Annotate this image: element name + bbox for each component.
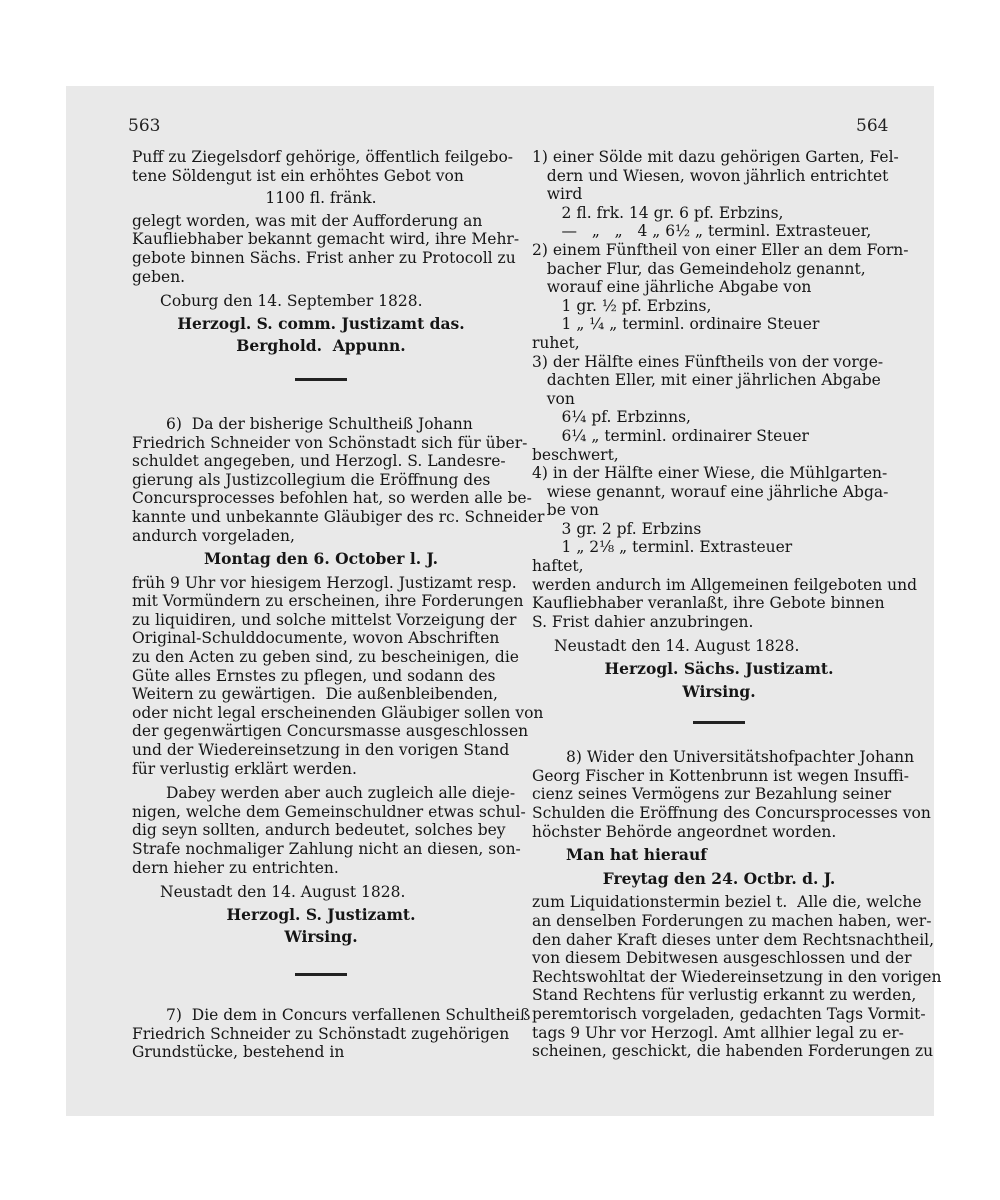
page-number-right: 564 (856, 116, 889, 136)
text-line: Weitern zu gewärtigen. Die außenbleibenden, (132, 685, 498, 704)
notice-date: Neustadt den 14. August 1828. (160, 883, 406, 902)
text-line: von diesem Debitwesen ausgeschlossen und der (532, 949, 912, 968)
notice-6 (132, 414, 545, 545)
text-line: Schulden die Eröffnung des Concursprocesses von (532, 804, 931, 822)
text-line: tags 9 Uhr vor Herzogl. Amt allhier legal zu er- (532, 1023, 904, 1042)
text-line: wiese genannt, worauf eine jährliche Abga- (532, 482, 889, 501)
notice-6-body (132, 573, 544, 779)
text-line: 6) Da der bisherige Schultheiß Johann (166, 414, 473, 433)
text-line: schuldet angegeben, und Herzogl. S. Landesre- (132, 452, 506, 471)
text-line: wird (532, 185, 583, 204)
text-line: Concursprocesses befohlen hat, so werden alle be- (132, 489, 532, 508)
left-column (132, 148, 545, 1062)
text-line: Friedrich Schneider zu Schönstadt zugehörigen (132, 1024, 510, 1043)
notice-date: Coburg den 14. September 1828. (160, 292, 423, 311)
text-line: dern hieher zu entrichten. (132, 858, 339, 877)
text-line: gierung als Justizcollegium die Eröffnung des (132, 470, 491, 489)
text-line: Puff zu Ziegelsdorf gehörige, öffentlich feilgebo- (132, 148, 514, 166)
text-line: oder nicht legal erscheinenden Gläubiger sollen von (132, 703, 544, 722)
text-line: gelegt worden, was mit der Aufforderung an (132, 211, 483, 230)
text-line: bacher Flur, das Gemeindeholz genannt, (532, 259, 866, 278)
office-name: Herzogl. Sächs. Justizamt. (604, 659, 834, 679)
text-line: 1 gr. ½ pf. Erbzins, (532, 296, 712, 315)
text-line: Rechtswohltat der Wiedereinsetzung in den vorigen (532, 967, 942, 986)
text-line: haftet, (532, 557, 584, 576)
page-number-left: 563 (128, 116, 161, 136)
text-line: Strafe nochmaliger Zahlung nicht an diesen, son- (132, 840, 521, 858)
text-line: Original-Schulddocumente, wovon Abschriften (132, 629, 500, 648)
text-line: cienz seines Vermögens zur Bezahlung seiner (532, 785, 892, 804)
text-line: andurch vorgeladen, (132, 526, 295, 545)
notice-7 (132, 1005, 531, 1062)
text-line: 7) Die dem in Concurs verfallenen Schultheiß (166, 1005, 531, 1024)
text-line: peremtorisch vorgeladen, gedachten Tags Vormit- (532, 1004, 926, 1023)
text-line: 6¼ „ terminl. ordinairer Steuer (532, 426, 809, 445)
text-line: 4) in der Hälfte einer Wiese, die Mühlgarten- (532, 464, 888, 483)
notice-intro: Man hat hierauf (566, 845, 707, 865)
text-line: von (532, 389, 575, 408)
text-line: 2) einem Fünftheil von einer Eller an dem Forn- (532, 240, 909, 259)
bid-amount: 1100 fl. fränk. (265, 189, 377, 208)
signature: Berghold. Appunn. (236, 336, 406, 356)
text-line: dachten Eller, mit einer jährlichen Abgabe (532, 371, 881, 390)
notice-6-body-2 (132, 784, 526, 877)
notice-8-body (532, 893, 942, 1061)
text-line: 1) einer Sölde mit dazu gehörigen Garten, Fel- (532, 148, 899, 166)
date-heading: Freytag den 24. Octbr. d. J. (602, 868, 836, 888)
text-line: ruhet, (532, 333, 580, 352)
text-line: für verlustig erklärt werden. (132, 759, 357, 778)
text-line: zu liquidiren, und solche mittelst Vorzeigung der (132, 610, 517, 629)
text-line: 3 gr. 2 pf. Erbzins (532, 519, 702, 538)
text-line: und der Wiedereinsetzung in den vorigen Stand (132, 741, 510, 760)
text-line: Stand Rechtens für verlustig erkannt zu werden, (532, 986, 917, 1005)
text-line: der gegenwärtigen Concursmasse ausgeschlossen (132, 722, 529, 741)
text-line: an denselben Forderungen zu machen haben, wer- (532, 911, 932, 930)
text-line: nigen, welche dem Gemeinschuldner etwas schul- (132, 802, 526, 821)
text-line: werden andurch im Allgemeinen feilgeboten und (532, 575, 918, 594)
text-line: gebote binnen Sächs. Frist anher zu Protocoll zu (132, 248, 516, 267)
notice-5-lines (132, 148, 514, 185)
text-line: worauf eine jährliche Abgabe von (532, 278, 812, 297)
date-heading: Montag den 6. October l. J. (203, 549, 439, 569)
text-line: beschwert, (532, 445, 619, 464)
notice-7-continued (532, 148, 918, 631)
text-line: be von (532, 501, 599, 520)
text-line: 8) Wider den Universitätshofpachter Johann (566, 748, 915, 767)
text-line: 2 fl. frk. 14 gr. 6 pf. Erbzins, (532, 203, 784, 222)
office-name: Herzogl. S. Justizamt. (226, 904, 416, 924)
text-line: Dabey werden aber auch zugleich alle dieje- (166, 784, 516, 803)
notice-date: Neustadt den 14. August 1828. (554, 637, 800, 656)
text-line: 6¼ pf. Erbzinns, (532, 408, 691, 427)
text-line: mit Vormündern zu erscheinen, ihre Forderungen (132, 592, 524, 611)
text-line: tene Söldengut ist ein erhöhtes Gebot von (132, 166, 464, 185)
text-line: 1 „ ¼ „ terminl. ordinaire Steuer (532, 315, 820, 334)
signature: Wirsing. (682, 681, 756, 701)
text-line: geben. (132, 267, 186, 286)
office-name: Herzogl. S. comm. Justizamt das. (177, 313, 465, 333)
text-line: den daher Kraft dieses unter dem Rechtsnachtheil, (532, 930, 935, 949)
text-line: S. Frist dahier anzubringen. (532, 612, 754, 631)
text-line: — „ „ 4 „ 6½ „ terminl. Extrasteuer, (532, 222, 872, 241)
text-line: früh 9 Uhr vor hiesigem Herzogl. Justizamt resp. (132, 573, 517, 592)
text-line: zu den Acten zu geben sind, zu bescheinigen, die (132, 648, 519, 667)
signature: Wirsing. (284, 927, 358, 947)
text-line: 3) der Hälfte eines Fünftheils von der vorge- (532, 352, 884, 371)
text-line: kannte und unbekannte Gläubiger des rc. Schneider (132, 507, 545, 526)
text-line: Friedrich Schneider von Schönstadt sich für über- (132, 433, 528, 452)
text-line: zum Liquidationstermin beziel t. Alle die, welche (532, 893, 922, 912)
notice-5-body (132, 211, 520, 286)
text-line: höchster Behörde angeordnet worden. (532, 822, 837, 841)
text-line: dern und Wiesen, wovon jährlich entrichtet (532, 166, 889, 185)
text-line: Grundstücke, bestehend in (132, 1043, 345, 1062)
text-line: Kaufliebhaber veranlaßt, ihre Gebote binnen (532, 594, 885, 613)
text-line: dig seyn sollten, andurch bedeutet, solches bey (132, 821, 506, 840)
text-line: Kaufliebhaber bekannt gemacht wird, ihre Mehr- (132, 230, 520, 249)
text-line: 1 „ 2⅛ „ terminl. Extrasteuer (532, 538, 793, 557)
text-line: Georg Fischer in Kottenbrunn ist wegen Insuffi- (532, 766, 909, 785)
text-line: scheinen, geschickt, die habenden Forderungen zu (532, 1042, 934, 1061)
notice-8 (532, 748, 931, 841)
text-line: Güte alles Ernstes zu pflegen, und sodann des (132, 666, 496, 685)
right-column (532, 148, 942, 1061)
